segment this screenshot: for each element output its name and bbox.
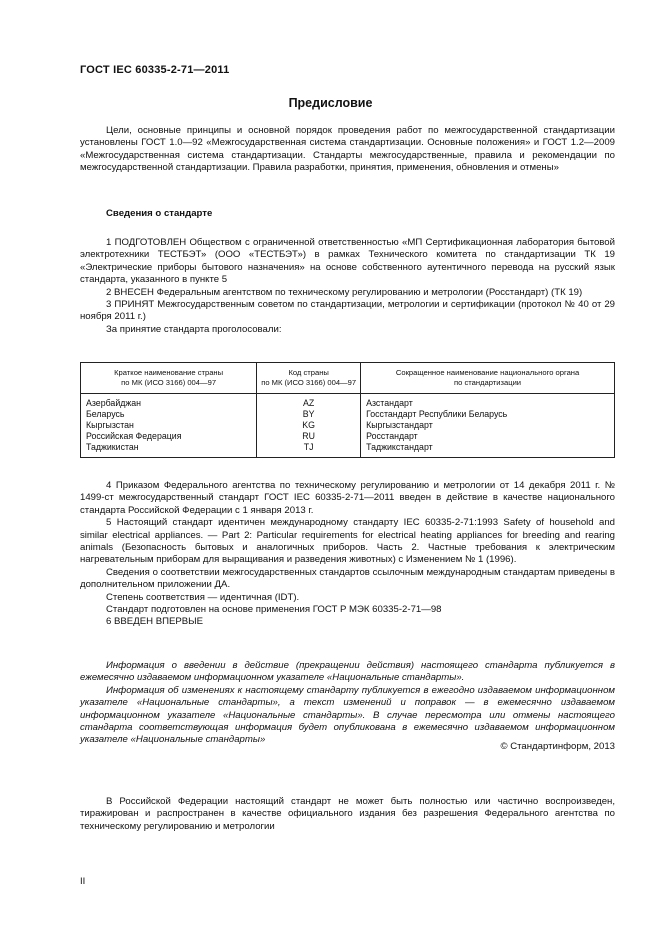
info-item-5-degree: Степень соответствия — идентичная (IDT). [106,591,300,603]
votes-countries-cell [81,394,257,458]
table-cell: AZ [303,398,315,408]
foreword-intro: Цели, основные принципы и основной порядок проведения работ по межгосударственной стандартизации установлены ГОСТ 1.0—92 «Межгосударственная система стандартизации. Основные положения» и ГОСТ 1.2—2009 «Межгосударственная система стандартизации. Стандарты межгосударственные, правила и рекомендации по межгосударственной стандартизации. Правила разработки, принятия, применения, обновления и отмены» [80,125,615,174]
table-cell: Беларусь [86,409,125,419]
table-cell: Росстандарт [366,431,418,441]
copyright-section [80,741,615,753]
table-cell: Кыргызстандарт [366,420,433,430]
votes-header-code: Код страны по МК (ИСО 3166) 004—97 [257,363,361,394]
info-item-1: 1 ПОДГОТОВЛЕН Обществом с ограниченной ответственностью «МП Сертификационная лаборатория бытовой электротехники ТЕСТБЭТ» (ООО «ТЕСТБЭТ») в рамках Технического комитета по стандартизации ТК 19 «Электрические приборы бытового назначения» на основе собственного аутентичного перевода на русский язык стандарта, указанного в пункте 5 [80,237,615,286]
copyright-line: © Стандартинформ, 2013 [500,741,615,752]
info-item-2: 2 ВНЕСЕН Федеральным агентством по техническому регулированию и метрологии (Росстандарт) (ТК 19) [106,286,583,298]
table-cell: RU [302,431,316,441]
votes-bodies-cell [361,394,615,458]
table-cell: Азербайджан [86,398,141,408]
table-cell: Азстандарт [366,398,413,408]
votes-table [80,362,615,458]
document-code-header: ГОСТ IEC 60335-2-71—2011 [80,64,230,76]
table-cell: Таджикистан [86,442,139,452]
legal-notice-section [80,796,615,833]
info-item-5-basis: Стандарт подготовлен на основе применения ГОСТ Р МЭК 60335-2-71—98 [106,604,442,616]
votes-table-body [81,394,615,458]
info-item-5: 5 Настоящий стандарт идентичен международному стандарту IEC 60335-2-71:1993 Safety of household and similar electrical appliances. — Part 2: Particular requirements for electrical heating appliances for breeding and rearing animals (Безопасность бытовых и аналогичных приборов. Часть 2. Частные требования к электрическим нагревательным приборам для выращивания и разведения животных) с Изменением № 1 (1996). [80,517,615,566]
foreword-title: Предисловие [288,96,373,110]
info-item-6: 6 ВВЕДЕН ВПЕРВЫЕ [106,616,204,628]
table-cell: Таджикстандарт [366,442,433,452]
votes-codes-cell [257,394,361,458]
votes-header-country: Краткое наименование страны по МК (ИСО 3166) 004—97 [81,363,257,394]
table-cell: Кыргызстан [86,420,134,430]
info-item-3: 3 ПРИНЯТ Межгосударственным советом по стандартизации, метрологии и сертификации (протокол № 40 от 29 ноября 2011 г.) [80,299,615,323]
enactment-section [80,480,615,629]
foreword-section [80,125,615,175]
table-cell: Российская Федерация [86,431,182,441]
page-number: II [80,876,86,887]
notice-enactment: Информация о введении в действие (прекращении действия) настоящего стандарта публикуется в ежемесячно издаваемом информационном указателе «Национальные стандарты». [80,660,615,684]
standard-info-section [80,208,615,220]
info-item-5-references: Сведения о соответствии межгосударственных стандартов ссылочным международным стандартам приведены в дополнительном приложении ДА. [80,566,615,591]
vote-caption: За принятие стандарта проголосовали: [106,323,282,335]
notices-section [80,660,615,747]
notice-changes: Информация об изменениях к настоящему стандарту публикуется в ежегодно издаваемом информационном указателе «Национальные стандарты», а текст изменений и поправок — в ежемесячно издаваемом информационном указателе «Национальные стандарты». В случае пересмотра или отмены настоящего стандарта соответствующая информация будет опубликована в ежемесячно издаваемом информационном указателе «Национальные стандарты» [80,684,615,746]
table-cell: TJ [303,442,314,452]
info-item-4: 4 Приказом Федерального агентства по техническому регулированию и метрологии от 14 декабря 2011 г. № 1499-ст межгосударственный стандарт ГОСТ IEC 60335-2-71—2011 введен в действие в качестве национального стандарта Российской Федерации с 1 января 2013 г. [80,480,615,516]
standard-info-heading: Сведения о стандарте [106,208,213,219]
table-cell: KG [302,420,316,430]
standard-info-items [80,237,615,336]
legal-notice: В Российской Федерации настоящий стандарт не может быть полностью или частично воспроизведен, тиражирован и распространен в качестве официального издания без разрешения Федерального агентства по техническому регулированию и метрологии [80,796,615,832]
votes-header-body: Сокращенное наименование национального органа по стандартизации [361,363,615,394]
table-cell: BY [302,409,315,419]
table-cell: Госстандарт Республики Беларусь [366,409,508,419]
